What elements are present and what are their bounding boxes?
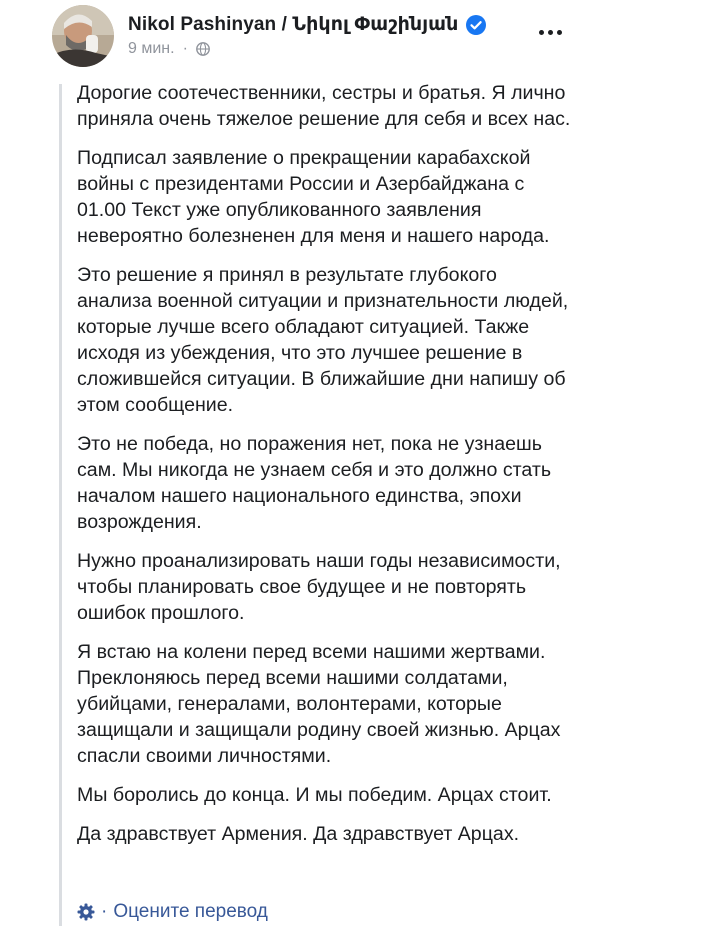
translation-separator: ·: [101, 901, 108, 922]
avatar[interactable]: [52, 5, 114, 67]
post-author: [128, 13, 486, 36]
more-dot: [557, 30, 562, 35]
rate-translation-link[interactable]: Оцените перевод: [113, 901, 268, 922]
post-paragraph: Я встаю на колени перед всеми нашими жертвами. Преклоняюсь перед всеми нашими солдатами, убийцами, генералами, волонтерами, которые защищали и защищали родину своей жизнью. Арцах спасли своими личностями.: [77, 641, 561, 767]
meta-separator: ·: [182, 40, 188, 57]
post-paragraph: Да здравствует Армения. Да здравствует Арцах.: [77, 823, 520, 845]
post-paragraph: Это не победа, но поражения нет, пока не узнаешь сам. Мы никогда не узнаем себя и это должно стать началом нашего национального единства, эпохи возрождения.: [77, 433, 552, 533]
more-dot: [539, 30, 544, 35]
post-paragraph: Мы боролись до конца. И мы победим. Арцах стоит.: [77, 784, 552, 806]
verified-badge-icon: [466, 15, 486, 35]
profile-photo: [52, 5, 114, 67]
post-paragraph: Это решение я принял в результате глубокого анализа военной ситуации и признательности людей, которые лучше всего обладают ситуацией. Также исходя из убеждения, что это лучшее решение в сложившейся ситуации. В ближайшие дни напишу об этом сообщение.: [77, 264, 569, 416]
post-timestamp[interactable]: 9 мин.: [128, 40, 175, 57]
author-name[interactable]: Nikol Pashinyan / Նիկոլ Փաշինյան: [128, 14, 459, 35]
post-paragraph: Нужно проанализировать наши годы независимости, чтобы планировать свое будущее и не повторять ошибок прошлого.: [77, 550, 561, 624]
post-body: [77, 80, 577, 860]
globe-icon[interactable]: [196, 42, 210, 56]
quote-bar: [59, 84, 62, 926]
translation-bar: [77, 901, 268, 923]
post-paragraph: Подписал заявление о прекращении карабахской войны с президентами России и Азербайджана с 01.00 Текст уже опубликованного заявления невероятно болезненен для меня и нашего народа.: [77, 147, 550, 247]
post-paragraph: Дорогие соотечественники, сестры и братья. Я лично приняла очень тяжелое решение для себя и всех нас.: [77, 82, 571, 130]
more-dot: [548, 30, 553, 35]
post-meta: [128, 40, 210, 58]
gear-icon[interactable]: [77, 903, 95, 921]
more-options-icon[interactable]: [535, 23, 565, 41]
